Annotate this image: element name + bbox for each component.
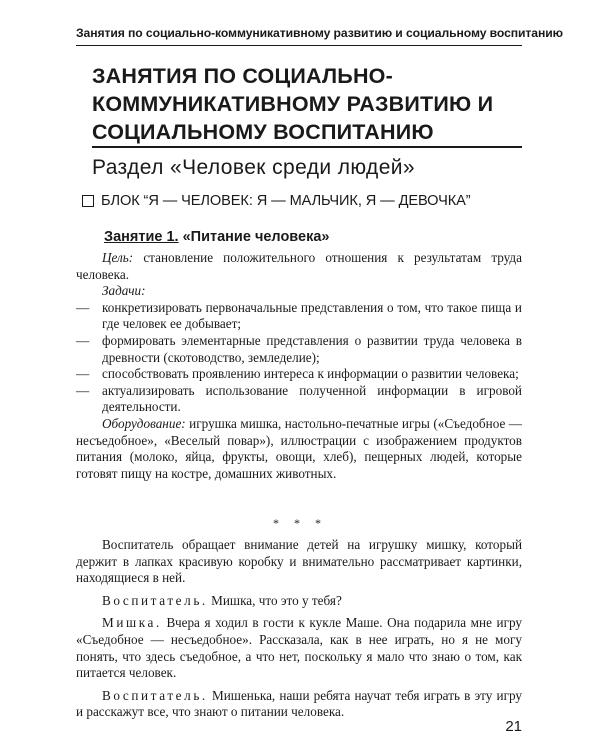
header-rule [76, 45, 522, 46]
list-item: — способствовать проявлению интереса к информации о развитии человека; [76, 366, 522, 383]
narrative-intro: Воспитатель обращает внимание детей на игрушку мишку, который держит в лапках красивую коробку и внимательно рассматривает картинки, находящиеся в ней. [76, 537, 522, 586]
dialogue-text: Вчера я ходил в гости к кукле Маше. Она подарила мне игру «Съедобное — несъедобное». Рассказала, как в нее играть, но я не могу понять, что здесь съедобное, а что нет, поскольку я мало что знаю о том, как питается человек. [76, 615, 522, 681]
chapter-title: ЗАНЯТИЯ ПО СОЦИАЛЬНО-КОММУНИКАТИВНОМУ РАЗВИТИЮ И СОЦИАЛЬНОМУ ВОСПИТАНИЮ [92, 64, 494, 144]
checkbox-icon [82, 195, 94, 207]
equipment-text: игрушка мишка, настольно-печатные игры («Съедобное — несъедобное», «Веселый повар»), иллюстрации с изображением продуктов питания (молоко, яйца, фрукты, овощи, хлеб), пещерных людей, которые готовят пищу на костре, домашних животных. [76, 415, 522, 481]
block-title-text: БЛОК “Я — ЧЕЛОВЕК: Я — МАЛЬЧИК, Я — ДЕВОЧКА” [101, 193, 471, 209]
page-number: 21 [505, 718, 522, 735]
dialogue-line [76, 593, 522, 610]
dialogue-text: Мишенька, наши ребята научат тебя играть в эту игру и расскажут все, что знают о питании человека. [76, 687, 522, 720]
list-item: — актуализировать использование полученной информации в игровой деятельности. [76, 383, 522, 416]
lesson-number: Занятие 1. [104, 229, 179, 245]
section-separator: * * * [273, 516, 327, 530]
speaker-name: Мишка. [102, 615, 162, 631]
title-rule [92, 146, 522, 148]
lesson-body [76, 250, 522, 482]
speaker-name: Воспитатель. [102, 687, 208, 703]
block-title [82, 193, 540, 209]
equipment-paragraph [76, 416, 522, 482]
tasks-label: Задачи: [102, 283, 146, 299]
dialogue-line [76, 615, 522, 681]
narrative [76, 537, 522, 727]
lesson-name: «Питание человека» [182, 229, 330, 245]
goal-text: становление положительного отношения к результатам труда человека. [76, 250, 522, 282]
lesson-title [104, 229, 329, 245]
dialogue-line [76, 688, 522, 721]
goal-paragraph [76, 250, 522, 283]
equipment-label: Оборудование: [102, 415, 186, 431]
dialogue-text: Мишка, что это у тебя? [207, 592, 342, 608]
list-item: — формировать элементарные представления о развитии труда человека в древности (скотоводство, земледелие); [76, 333, 522, 366]
goal-label: Цель: [102, 250, 134, 265]
running-header: Занятия по социально-коммуникативному развитию и социальному воспитанию [76, 26, 563, 40]
list-item: — конкретизировать первоначальные представления о том, что такое пища и где человек ее добывает; [76, 300, 522, 333]
tasks-heading [76, 283, 522, 300]
speaker-name: Воспитатель. [102, 592, 208, 608]
section-title: Раздел «Человек среди людей» [92, 156, 415, 179]
task-list [76, 300, 522, 416]
